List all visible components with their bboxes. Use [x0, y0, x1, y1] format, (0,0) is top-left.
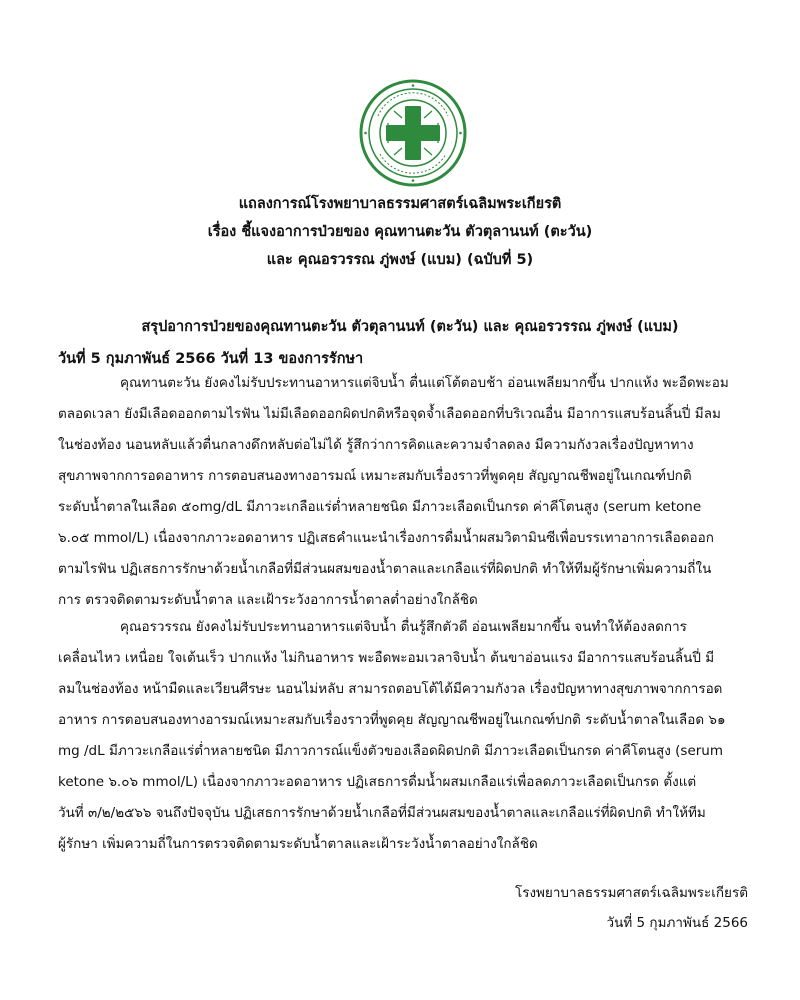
paragraph-line: การ ตรวจติดตามระดับน้ำตาล และเฝ้าระวังอาการน้ำตาลต่ำอย่างใกล้ชิด: [58, 592, 478, 608]
paragraph-line: อาหาร การตอบสนองทางอารมณ์เหมาะสมกับเรื่องราวที่พูดคุย สัญญาณชีพอยู่ในเกณฑ์ปกติ ระดับน้ำตาลในเลือด ๖๑: [58, 712, 726, 728]
paragraph-bam: [58, 612, 755, 860]
announcement-header: [0, 190, 800, 274]
paragraph-line: ระดับน้ำตาลในเลือด ๕๐mg/dL มีภาวะเกลือแร่ต่ำหลายชนิด มีภาวะเลือดเป็นกรด ค่าคีโตนสูง (serum ketone: [58, 499, 702, 515]
header-line-1: แถลงการณ์โรงพยาบาลธรรมศาสตร์เฉลิมพระเกียรติ: [238, 196, 562, 212]
paragraph-line: คุณทานตะวัน ยังคงไม่รับประทานอาหารแต่จิบน้ำ ตื่นแต่โต้ตอบช้า อ่อนเพลียมากขึ้น ปากแห้ง พะอืดพะอม: [120, 375, 729, 391]
paragraph-line: ตามไรฟัน ปฏิเสธการรักษาด้วยน้ำเกลือที่มีส่วนผสมของน้ำตาลและเกลือแร่ที่ผิดปกติ ทำให้ทีมผู้รักษาเพิ่มความถี่ใน: [58, 561, 712, 577]
paragraph-line: ตลอดเวลา ยังมีเลือดออกตามไรฟัน ไม่มีเลือดออกผิดปกติหรือจุดจ้ำเลือดออกที่บริเวณอื่น มีอาการแสบร้อนลิ้นปี่ มีลม: [58, 406, 721, 422]
paragraph-line: ketone ๖.๐๖ mmol/L) เนื่องจากภาวะอดอาหาร ปฏิเสธการดื่มน้ำผสมเกลือแร่เพื่อลดภาวะเลือดเป็นกรด ตั้งแต่: [58, 774, 697, 790]
hospital-logo: [358, 78, 468, 188]
paragraph-line: วันที่ ๓/๒/๒๕๖๖ จนถึงปัจจุบัน ปฏิเสธการรักษาด้วยน้ำเกลือที่มีส่วนผสมของน้ำตาลและเกลือแร่ที่ผิดปกติ ทำให้ทีม: [58, 805, 706, 821]
signature-organization: โรงพยาบาลธรรมศาสตร์เฉลิมพระเกียรติ: [514, 885, 748, 901]
header-line-2: เรื่อง ชี้แจงอาการป่วยของ คุณทานตะวัน ตัวตุลานนท์ (ตะวัน): [207, 224, 593, 240]
report-dateline: วันที่ 5 กุมภาพันธ์ 2566 วันที่ 13 ของการรักษา: [58, 351, 364, 367]
paragraph-line: ๖.๐๕ mmol/L) เนื่องจากภาวะอดอาหาร ปฏิเสธคำแนะนำเรื่องการดื่มน้ำผสมวิตามินซีเพื่อบรรเทาอาการเลือดออก: [58, 530, 714, 546]
signature-date: วันที่ 5 กุมภาพันธ์ 2566: [606, 915, 748, 931]
signature-block: [348, 878, 748, 938]
paragraph-line: สุขภาพจากการอดอาหาร การตอบสนองทางอารมณ์ เหมาะสมกับเรื่องราวที่พูดคุย สัญญาณชีพอยู่ในเกณฑ์ปกติ: [58, 468, 692, 484]
paragraph-line: ผู้รักษา เพิ่มความถี่ในการตรวจติดตามระดับน้ำตาลและเฝ้าระวังน้ำตาลอย่างใกล้ชิด: [58, 836, 538, 852]
paragraph-line: ลมในช่องท้อง หน้ามืดและเวียนศีรษะ นอนไม่หลับ สามารถตอบโต้ได้มีความกังวล เรื่องปัญหาทางสุขภาพจากการอด: [58, 681, 723, 697]
paragraph-line: คุณอรวรรณ ยังคงไม่รับประทานอาหารแต่จิบน้ำ ตื่นรู้สึกตัวดี อ่อนเพลียมากขึ้น จนทำให้ต้องลดการ: [120, 619, 687, 635]
paragraph-line: ในช่องท้อง นอนหลับแล้วตื่นกลางดึกหลับต่อไม่ได้ รู้สึกว่าการคิดและความจำลดลง มีความกังวลเรื่องปัญหาทาง: [58, 437, 694, 453]
summary-title: สรุปอาการป่วยของคุณทานตะวัน ตัวตุลานนท์ (ตะวัน) และ คุณอรวรรณ ภู่พงษ์ (แบม): [141, 319, 679, 335]
paragraph-line: mg /dL มีภาวะเกลือแร่ต่ำหลายชนิด มีภาวการณ์แข็งตัวของเลือดผิดปกติ มีภาวะเลือดเป็นกรด ค่าคีโตนสูง (serum: [58, 743, 724, 759]
header-line-3: และ คุณอรวรรณ ภู่พงษ์ (แบม) (ฉบับที่ 5): [266, 252, 534, 268]
paragraph-line: เคลื่อนไหว เหนื่อย ใจเต้นเร็ว ปากแห้ง ไม่กินอาหาร พะอืดพะอมเวลาจิบน้ำ ต้นขาอ่อนแรง มีอาการแสบร้อนลิ้นปี่ มี: [58, 650, 715, 666]
paragraph-tawan: [58, 368, 755, 616]
